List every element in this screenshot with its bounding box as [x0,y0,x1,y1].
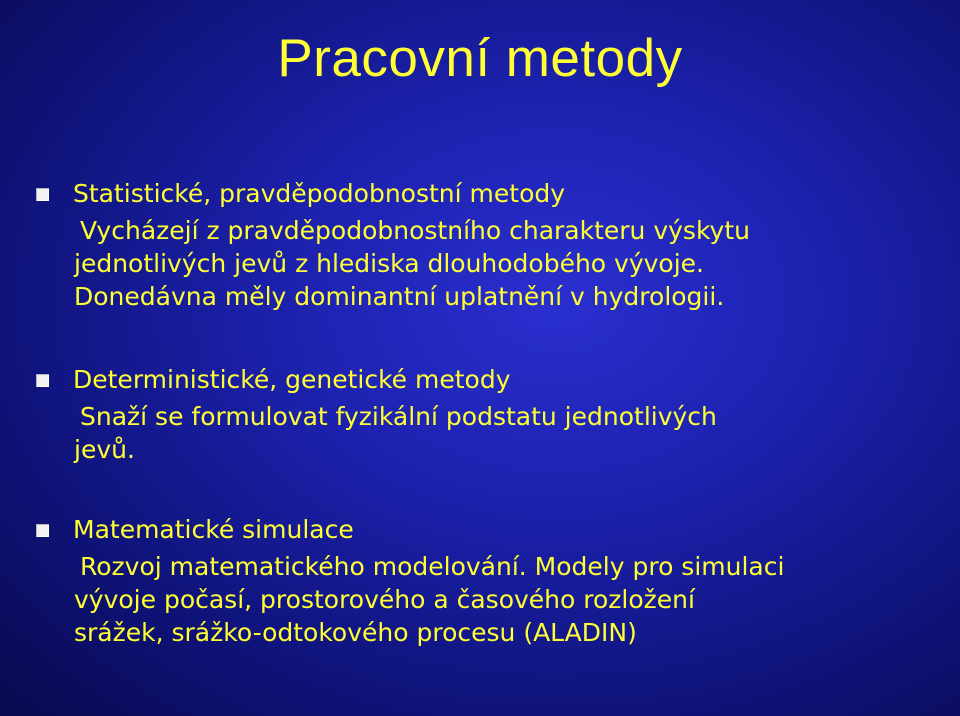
body-line: Vycházejí z pravděpodobnostního charakteru výskytu [80,216,750,245]
body-line: jevů. [74,435,135,464]
body-line: jednotlivých jevů z hlediska dlouhodobého vývoje. [74,249,705,278]
section-body [74,214,936,313]
slide-title: Pracovní metody [277,29,683,88]
section-heading: Matematické simulace [73,515,354,544]
section-heading: Deterministické, genetické metody [73,365,511,394]
square-bullet-icon [36,524,49,537]
square-bullet-icon [36,374,49,387]
body-line: srážek, srážko-odtokového procesu (ALADIN) [74,618,637,647]
section-body [74,400,936,466]
square-bullet-icon [36,188,49,201]
section-deterministic [36,364,936,466]
body-line: Snaží se formulovat fyzikální podstatu jednotlivých [80,402,717,431]
section-simulation [36,514,936,649]
body-line: Rozvoj matematického modelování. Modely pro simulaci [80,552,785,581]
section-heading: Statistické, pravděpodobnostní metody [73,179,566,208]
section-statistical [36,178,936,313]
body-line: Donedávna měly dominantní uplatnění v hydrologii. [74,282,725,311]
section-body [74,550,936,649]
body-line: vývoje počasí, prostorového a časového rozložení [74,585,695,614]
